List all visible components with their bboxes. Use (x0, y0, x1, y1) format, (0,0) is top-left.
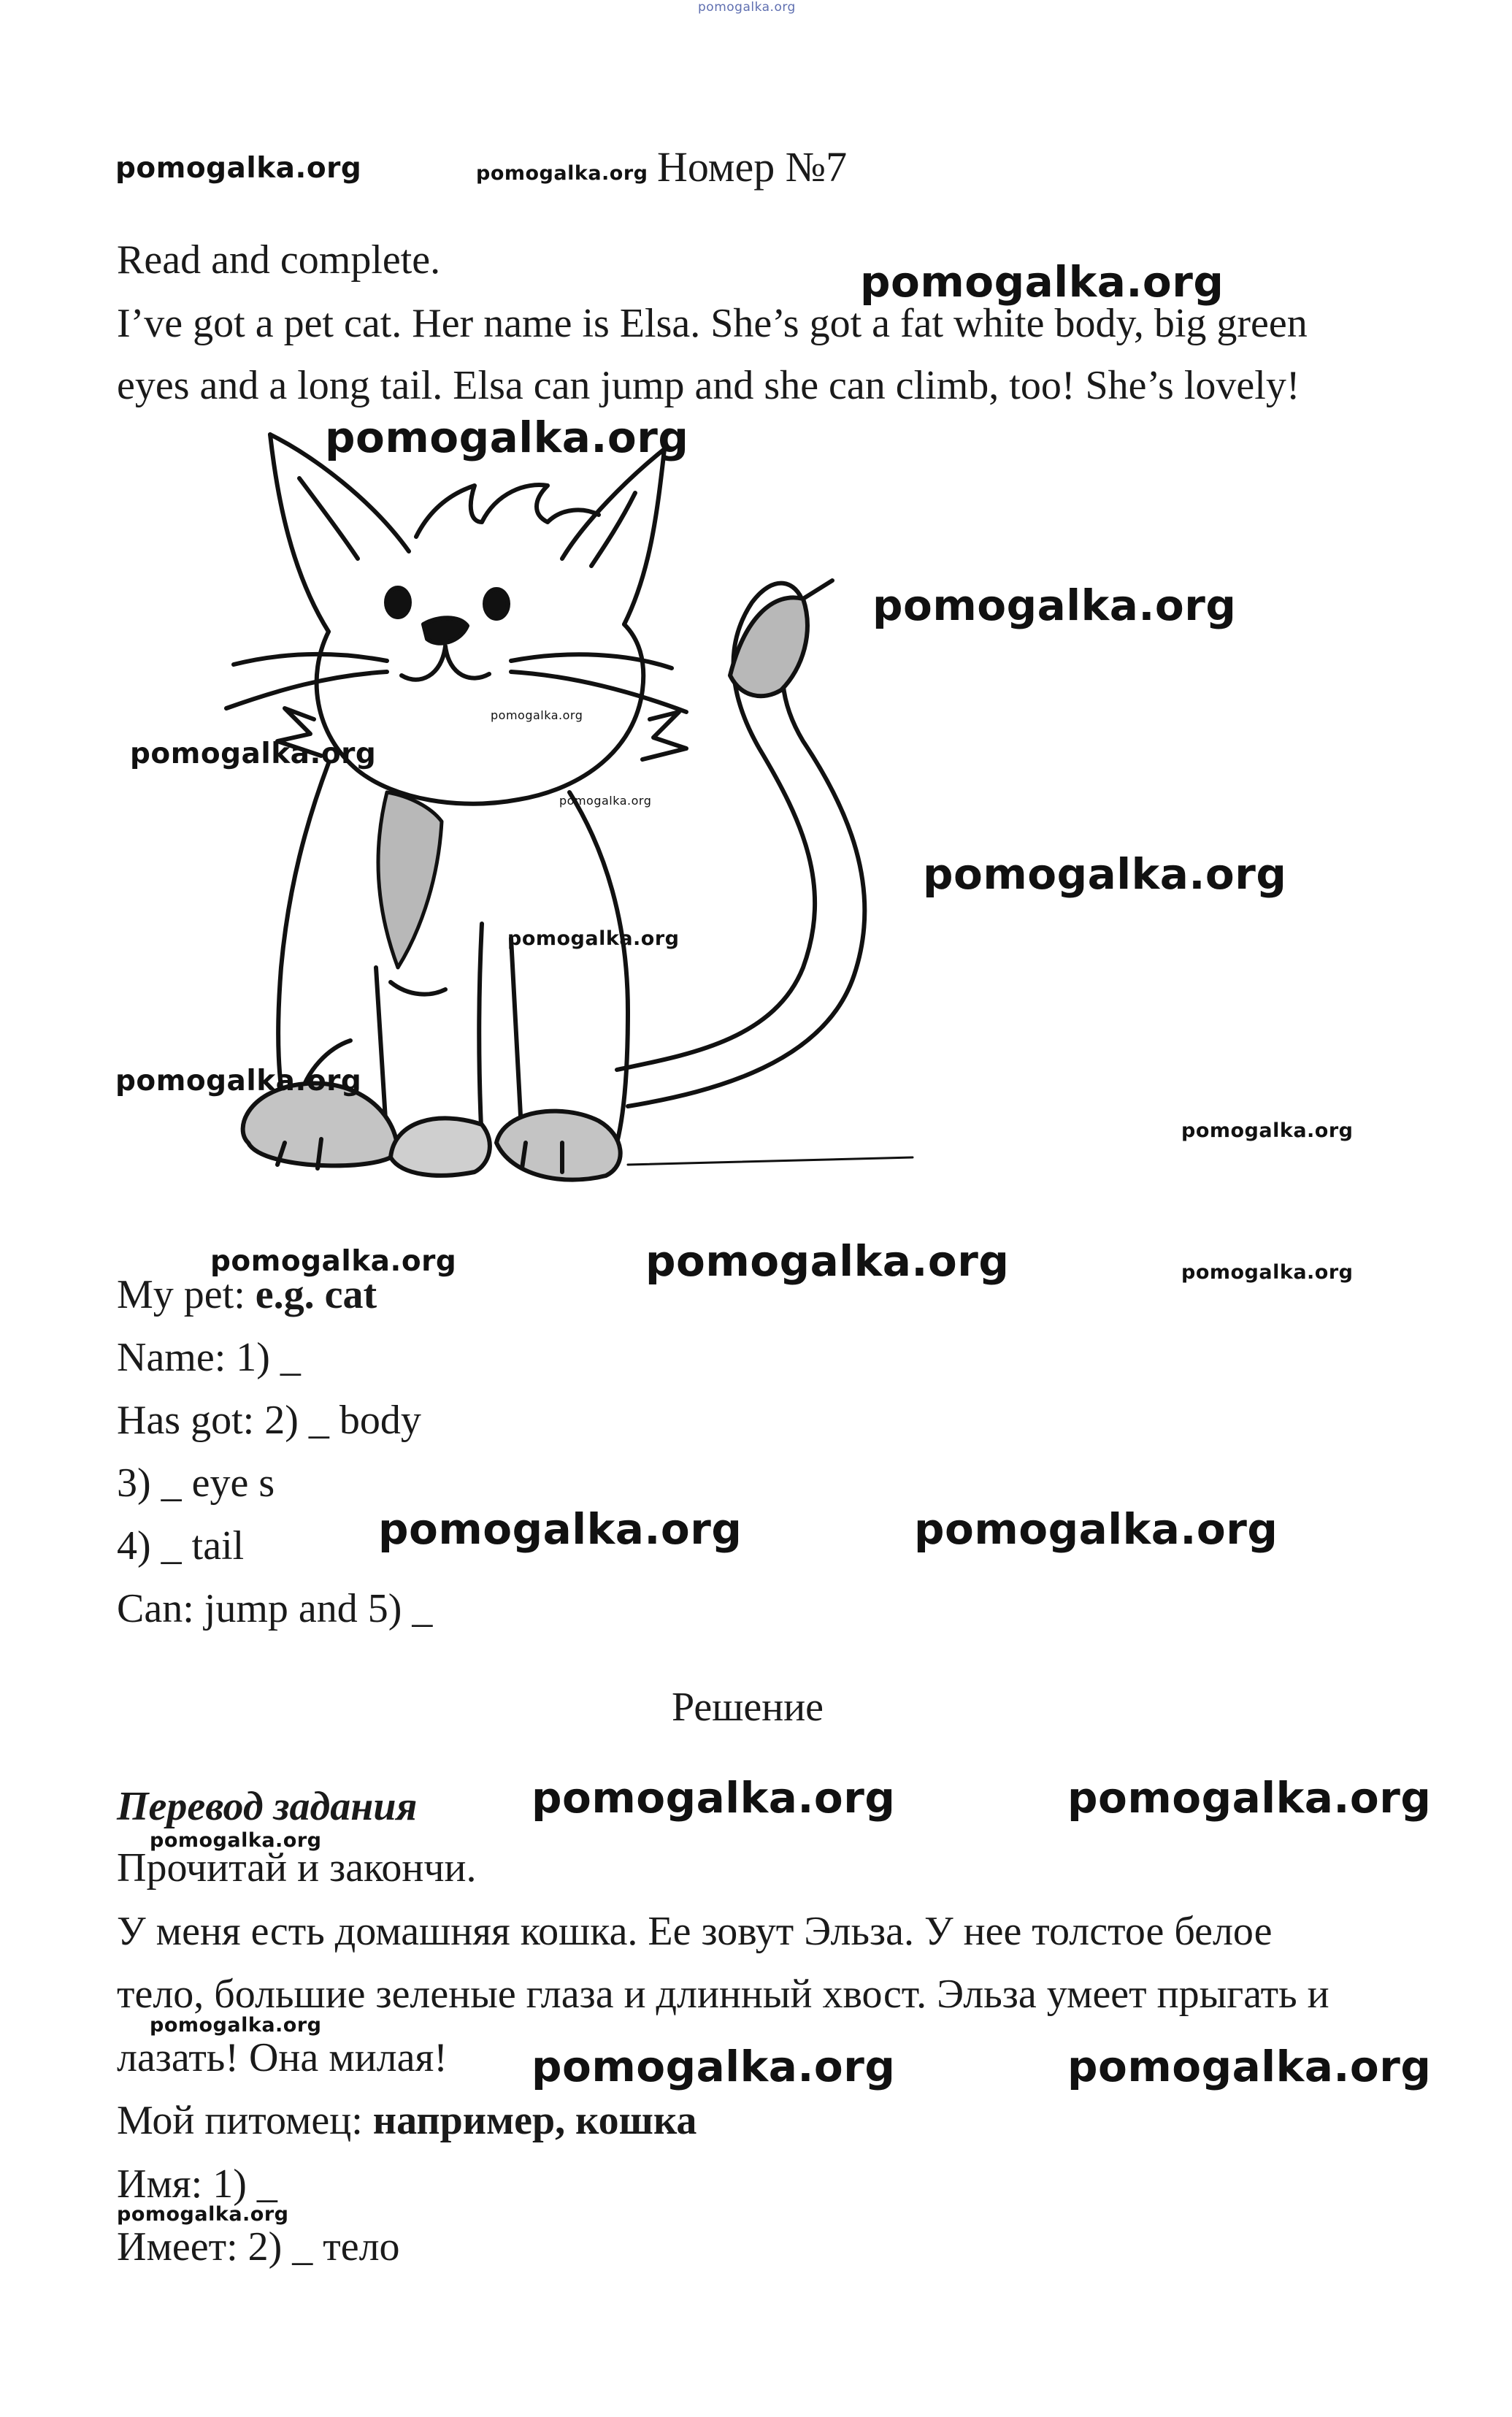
watermark: pomogalka.org (645, 1236, 1010, 1286)
watermark: pomogalka.org (130, 738, 377, 770)
watermark: pomogalka.org (476, 162, 648, 185)
body-right (569, 792, 628, 1143)
right-paw (496, 1111, 621, 1180)
translation-my-pet-value: например, кошка (372, 2098, 697, 2143)
task-instruction: Read and complete. (117, 237, 441, 283)
form-has-got: Has got: 2) _ body (117, 1398, 421, 1443)
left-eye (386, 588, 410, 617)
right-ear-outer (624, 449, 664, 624)
right-eye (485, 589, 508, 618)
page-title: Номер №7 (657, 143, 848, 191)
watermark: pomogalka.org (923, 849, 1287, 899)
form-name: Name: 1) _ (117, 1335, 301, 1380)
watermark: pomogalka.org (1067, 2042, 1432, 2091)
form-my-pet-label: My pet: (117, 1272, 256, 1317)
watermark: pomogalka.org (507, 927, 680, 950)
watermark: pomogalka.org (531, 2042, 896, 2091)
translation-heading: Перевод задания (117, 1784, 418, 1829)
watermark-top: pomogalka.org (698, 0, 796, 15)
middle-paw (391, 1118, 490, 1175)
translation-my-pet-label: Мой питомец: (117, 2098, 373, 2143)
form-tail: 4) _ tail (117, 1523, 245, 1568)
task-text-line-2: eyes and a long tail. Elsa can jump and she can climb, too! She’s lovely! (117, 363, 1300, 408)
watermark: pomogalka.org (531, 1773, 896, 1823)
watermark: pomogalka.org (559, 794, 652, 808)
translation-line-2: тело, большие зеленые глаза и длинный хвост. Эльза умеет прыгать и (117, 1972, 1329, 2017)
translation-has-got: Имеет: 2) _ тело (117, 2224, 400, 2269)
solution-heading: Решение (672, 1685, 824, 1730)
watermark: pomogalka.org (210, 1245, 457, 1278)
translation-line-3: лазать! Она милая! (117, 2035, 448, 2080)
nose (423, 618, 467, 643)
watermark: pomogalka.org (115, 1065, 362, 1098)
translation-instruction: Прочитай и закончи. (117, 1845, 477, 1891)
watermark: pomogalka.org (914, 1504, 1278, 1554)
form-my-pet-value: e.g. cat (255, 1272, 377, 1317)
watermark: pomogalka.org (150, 2014, 322, 2037)
form-eyes: 3) _ eye s (117, 1460, 275, 1506)
translation-my-pet (117, 2100, 696, 2141)
watermark: pomogalka.org (872, 581, 1237, 630)
head-outline (317, 624, 644, 804)
translation-line-1: У меня есть домашняя кошка. Ее зовут Эльза. У нее толстое белое (117, 1909, 1273, 1954)
watermark: pomogalka.org (378, 1504, 742, 1554)
form-my-pet (117, 1274, 377, 1315)
task-text-line-1: I’ve got a pet cat. Her name is Elsa. She’s got a fat white body, big green (117, 301, 1308, 346)
watermark: pomogalka.org (115, 152, 362, 185)
watermark: pomogalka.org (1181, 1119, 1354, 1142)
watermark: pomogalka.org (117, 2203, 289, 2226)
watermark: pomogalka.org (1067, 1773, 1432, 1823)
translation-name: Имя: 1) _ (117, 2161, 277, 2207)
watermark: pomogalka.org (491, 708, 583, 722)
cat-illustration (219, 413, 986, 1267)
watermark: pomogalka.org (150, 1829, 322, 1852)
form-can: Can: jump and 5) _ (117, 1586, 433, 1631)
watermark: pomogalka.org (860, 257, 1224, 307)
watermark: pomogalka.org (1181, 1261, 1354, 1284)
watermark: pomogalka.org (325, 413, 689, 462)
